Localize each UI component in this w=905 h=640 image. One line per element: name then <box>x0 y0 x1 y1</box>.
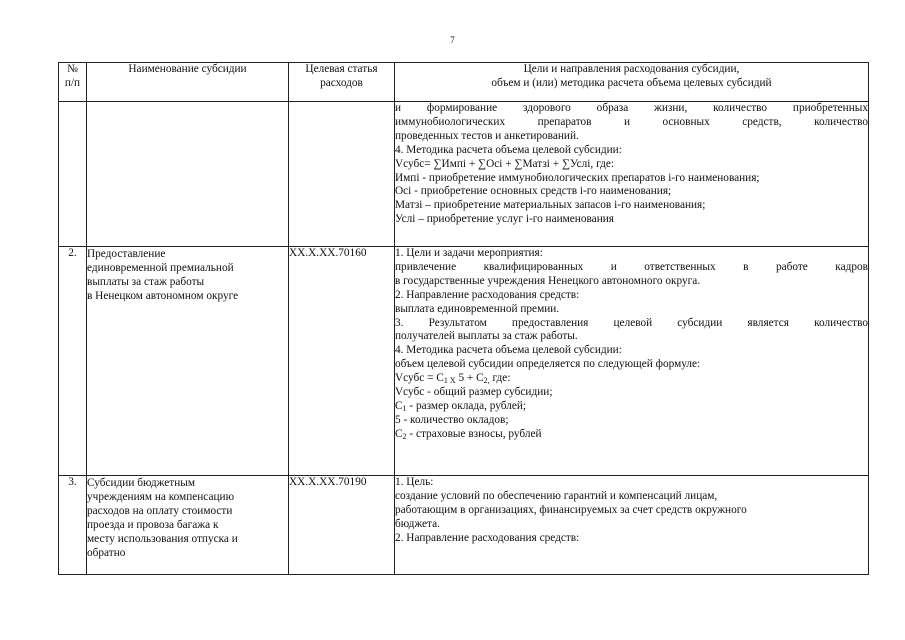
c2-line: $С_2$ - страховые взносы, рублей <box>395 427 542 441</box>
page-number: 7 <box>450 35 455 45</box>
table-row <box>59 476 869 575</box>
header-target-article: Целевая статья расходов <box>289 63 395 102</box>
row-description: 1. Цель: создание условий по обеспечению гарантий и компенсаций лицам, работающим в организациях, финансируемых за счет средств окружного бюджета. 2. Направление расходования средств: <box>395 476 869 575</box>
row-subsidy-name: Предоставление единовременной премиальной выплаты за стаж работы в Ненецком автономном округе <box>87 247 289 476</box>
table-row <box>59 102 869 247</box>
formula-line: Vсубс = $С_{1 Х}$ $5 + С_{2,}$ где: <box>395 372 511 386</box>
row-target-code <box>289 102 395 247</box>
row-target-code: XX.X.XX.70190 <box>289 476 395 575</box>
row-description: и формирование здорового образа жизни, количество приобретенных иммунобиологических препаратов и основных средств, количество проведенных тестов и анкетирований. 4. Методика расчета объема целевой субсидии: Vсубс= ∑Имп​i + ∑Ос​i + ∑Матз​i + ∑Усл​i, где: Импi - приобретение иммунобиологических препаратов i-го наименования; Осi - приобретение основных средств i-го наименования; Матзi – приобретение материальных запасов i-го наименования; Услi – приобретение услуг i-го наименования <box>395 102 869 247</box>
row-description: 1. Цели и задачи мероприятия: привлечение квалифицированных и ответственных в работе кадров в государственные учреждения Ненецкого автономного округа. 2. Направление расходования средств: выплата единовременной премии. 3. Результатом предоставления целевой субсидии является количество получателей выплаты за стаж работы. 4. Методика расчета объема целевой субсидии: объем целевой субсидии определяется по следующей формуле: Vсубс = $С_{1 Х}$ $5 + С_{2,}$ где: Vсубс - общий размер субсидии; $С_1$ - размер оклада, рублей; 5 - количество окладов; $С_2$ - страховые взносы, рублей <box>395 247 869 476</box>
header-goals: Цели и направления расходования субсидии, объем и (или) методика расчета объема целевых субсидий <box>395 63 869 102</box>
row-subsidy-name <box>87 102 289 247</box>
header-number: № п/п <box>59 63 87 102</box>
row-target-code: XX.X.XX.70160 <box>289 247 395 476</box>
row-subsidy-name: Субсидии бюджетным учреждениям на компенсацию расходов на оплату стоимости проезда и провоза багажа к месту использования отпуска и обратно <box>87 476 289 575</box>
subsidy-table <box>58 62 869 575</box>
row-number <box>59 102 87 247</box>
row-number: 3. <box>59 476 87 575</box>
header-subsidy-name: Наименование субсидии <box>87 63 289 102</box>
table-header-row <box>59 63 869 102</box>
row-number: 2. <box>59 247 87 476</box>
table-row <box>59 247 869 476</box>
c1-line: $С_1$ - размер оклада, рублей; <box>395 399 527 413</box>
